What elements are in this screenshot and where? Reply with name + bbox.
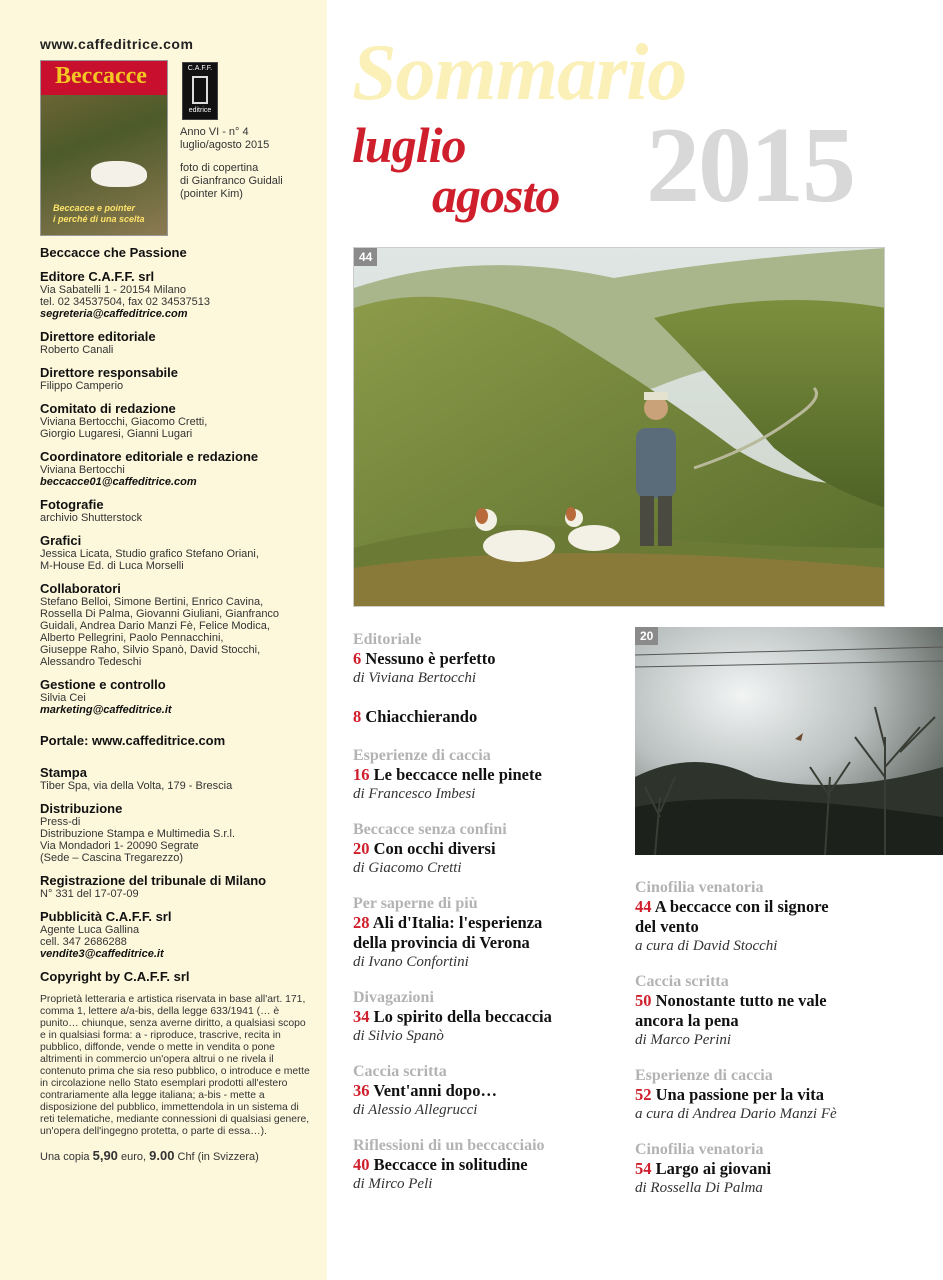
masthead-heading: Direttore editoriale	[40, 329, 156, 344]
toc-entry[interactable]	[635, 1067, 935, 1123]
month-agosto: agosto	[432, 167, 560, 223]
toc-section: Riflessioni di un beccacciaio	[353, 1137, 545, 1154]
masthead-heading: Collaboratori	[40, 581, 121, 596]
toc-title-text: Ali d'Italia: l'esperienza	[372, 913, 543, 932]
masthead-line: Alessandro Tedeschi	[40, 656, 142, 668]
toc-section: Esperienze di caccia	[353, 747, 491, 764]
toc-section: Cinofilia venatoria	[635, 879, 764, 896]
toc-author: di Marco Perini	[635, 1032, 732, 1048]
masthead-heading: Grafici	[40, 533, 82, 548]
masthead-line: Roberto Canali	[40, 344, 114, 356]
toc-title-text: Chiacchierando	[365, 707, 478, 726]
toc-page-number: 52	[635, 1085, 652, 1104]
masthead-block	[40, 534, 313, 572]
toc-page-number: 34	[353, 1007, 370, 1026]
toc-author: di Ivano Confortini	[353, 954, 469, 970]
photo-page-tag-20: 20	[635, 627, 658, 645]
toc-entry[interactable]	[353, 989, 623, 1045]
issue-number: Anno VI - n° 4	[180, 126, 249, 138]
masthead-block	[40, 330, 313, 356]
price-eur: 5,90	[92, 1148, 118, 1163]
misty-forest-photo	[635, 627, 943, 855]
caff-logo-mark	[192, 76, 208, 104]
masthead-line: Via Sabatelli 1 - 20154 Milano	[40, 284, 186, 296]
sommario-title: Sommario	[352, 29, 687, 117]
toc-page-number: 36	[353, 1081, 370, 1100]
toc-right-column	[635, 879, 935, 1197]
masthead-block	[40, 802, 313, 864]
masthead-block	[40, 366, 313, 392]
masthead-line: Distribuzione Stampa e Multimedia S.r.l.	[40, 828, 236, 840]
masthead-heading: Fotografie	[40, 497, 104, 512]
masthead-line: Via Mondadori 1- 20090 Segrate	[40, 840, 199, 852]
toc-title-text: Una passione per la vita	[655, 1085, 825, 1104]
masthead-heading: Coordinatore editoriale e redazione	[40, 449, 259, 464]
masthead-block	[40, 874, 313, 900]
photo-page-tag-44: 44	[354, 248, 377, 266]
toc-title-text: Nonostante tutto ne vale	[655, 991, 827, 1010]
price-mid: euro,	[120, 1151, 147, 1163]
masthead-block	[40, 970, 313, 984]
toc-section: Beccacce senza confini	[353, 821, 507, 838]
issue-date: luglio/agosto 2015	[180, 139, 270, 151]
masthead-line: Viviana Bertocchi	[40, 464, 125, 476]
toc-entry[interactable]	[353, 895, 623, 971]
toc-page-number: 8	[353, 707, 362, 726]
toc-entry[interactable]	[353, 707, 623, 727]
toc-page-number: 20	[353, 839, 370, 858]
toc-author: di Francesco Imbesi	[353, 786, 476, 802]
masthead-line: M-House Ed. di Luca Morselli	[40, 560, 184, 572]
toc-title-line2: ancora la pena	[635, 1011, 739, 1030]
toc-title	[353, 913, 623, 933]
toc-page-number: 44	[635, 897, 652, 916]
toc-section: Caccia scritta	[353, 1063, 447, 1080]
copyright-text: Proprietà letteraria e artistica riservata in base all'art. 171, comma 1, lettere a/a-bis, della legge 633/1941 (… è punito… chiunque, senza averne diritto, a qualsiasi scopo e in qualsiasi forma: a - riproduce, trascrive, recita in pubblico, diffonde, vende o mette in vendita o pone altrimenti in commercio un'opera altrui o ne rivela il contenuto prima che sia reso pubblico, o introduce e mette in circolazione nello Stato esemplari prodotti all'estero contrariamente alla legge italiana; a-bis - mette a disposizione del pubblico, immettendola in un sistema di reti telematiche, mediante connessioni di qualsiasi genere, un'opera dell'ingegno protetta, o parte di essa…).	[40, 994, 310, 1137]
toc-section: Editoriale	[353, 631, 422, 648]
toc-page-number: 50	[635, 991, 652, 1010]
masthead-block	[40, 402, 313, 440]
price-line	[40, 1148, 313, 1163]
toc-entry[interactable]	[635, 1141, 935, 1197]
masthead-email[interactable]: beccacce01@caffeditrice.com	[40, 476, 197, 488]
cover-subtitle-line1: Beccacce e pointer	[53, 203, 136, 213]
masthead-heading: Distribuzione	[40, 801, 123, 816]
toc-left-column	[353, 631, 623, 1193]
toc-entry[interactable]	[353, 821, 623, 877]
magazine-cover-image	[40, 60, 168, 236]
masthead-line: N° 331 del 17-07-09	[40, 888, 139, 900]
website-url[interactable]: www.caffeditrice.com	[40, 36, 194, 52]
toc-entry[interactable]	[353, 631, 623, 687]
toc-page-number: 28	[353, 913, 370, 932]
toc-title-text: A beccacce con il signore	[654, 897, 829, 916]
masthead-line: cell. 347 2686288	[40, 936, 127, 948]
masthead-heading: Copyright by C.A.F.F. srl	[40, 969, 190, 984]
masthead-heading: Editore C.A.F.F. srl	[40, 269, 155, 284]
masthead-heading: Stampa	[40, 765, 87, 780]
toc-entry[interactable]	[635, 973, 935, 1049]
forest-photo-svg	[635, 627, 943, 855]
caff-logo-bottom: editrice	[188, 107, 212, 114]
toc-title-text: Le beccacce nelle pinete	[373, 765, 542, 784]
toc-entry[interactable]	[353, 1063, 623, 1119]
masthead-line: Giuseppe Raho, Silvio Spanò, David Stocchi,	[40, 644, 261, 656]
price-post: Chf (in Svizzera)	[177, 1151, 259, 1163]
toc-author: di Giacomo Cretti	[353, 860, 462, 876]
price-chf: 9.00	[149, 1148, 175, 1163]
hunter-photo-svg	[354, 248, 885, 607]
masthead-heading: Gestione e controllo	[40, 677, 166, 692]
masthead-line: Rossella Di Palma, Giovanni Giuliani, Gianfranco	[40, 608, 280, 620]
toc-author: di Mirco Peli	[353, 1176, 433, 1192]
cover-credit-3: (pointer Kim)	[180, 188, 243, 200]
toc-title-text: Vent'anni dopo…	[373, 1081, 497, 1100]
month-luglio: luglio	[352, 117, 466, 173]
masthead-line: Silvia Cei	[40, 692, 86, 704]
masthead-line: Filippo Camperio	[40, 380, 124, 392]
cover-title: Beccacce	[55, 63, 147, 89]
caff-logo-top: C.A.F.F.	[187, 65, 213, 72]
cover-subtitle	[53, 203, 145, 225]
masthead-block	[40, 246, 313, 260]
masthead-line: Agente Luca Gallina	[40, 924, 140, 936]
toc-entry[interactable]	[353, 747, 623, 803]
masthead-heading: Portale: www.caffeditrice.com	[40, 733, 226, 748]
toc-author: a cura di Andrea Dario Manzi Fè	[635, 1106, 837, 1122]
toc-page-number: 54	[635, 1159, 652, 1178]
masthead-sidebar	[0, 0, 327, 1280]
price-pre: Una copia	[40, 1151, 90, 1163]
toc-title	[353, 707, 623, 727]
masthead-email[interactable]: marketing@caffeditrice.it	[40, 704, 172, 716]
masthead-heading: Comitato di redazione	[40, 401, 176, 416]
masthead-block	[40, 678, 313, 716]
toc-title-text: Beccacce in solitudine	[373, 1155, 528, 1174]
masthead-block	[40, 498, 313, 524]
issue-info	[180, 126, 283, 201]
toc-title	[635, 897, 935, 917]
masthead-line: Alberto Pellegrini, Paolo Pennacchini,	[40, 632, 224, 644]
toc-title	[353, 1081, 623, 1101]
cover-area	[40, 60, 313, 246]
toc-title-text: Nessuno è perfetto	[365, 649, 496, 668]
masthead-block	[40, 270, 313, 320]
toc-author: di Viviana Bertocchi	[353, 670, 477, 686]
toc-page-number: 16	[353, 765, 370, 784]
masthead-heading: Pubblicità C.A.F.F. srl	[40, 909, 172, 924]
caff-logo	[182, 62, 218, 120]
cover-credit-2: di Gianfranco Guidali	[180, 175, 283, 187]
masthead-line: tel. 02 34537504, fax 02 34537513	[40, 296, 211, 308]
toc-author: di Rossella Di Palma	[635, 1180, 763, 1196]
masthead-line: Stefano Belloi, Simone Bertini, Enrico Cavina,	[40, 596, 264, 608]
toc-author: di Silvio Spanò	[353, 1028, 444, 1044]
toc-author: a cura di David Stocchi	[635, 938, 778, 954]
masthead-line: Giorgio Lugaresi, Gianni Lugari	[40, 428, 193, 440]
toc-section: Divagazioni	[353, 989, 434, 1006]
masthead-heading: Beccacce che Passione	[40, 245, 187, 260]
toc-section: Cinofilia venatoria	[635, 1141, 764, 1158]
toc-title-text: Largo ai giovani	[655, 1159, 772, 1178]
toc-title	[635, 991, 935, 1011]
toc-title	[353, 1007, 623, 1027]
masthead-block	[40, 582, 313, 668]
cover-dog-shape	[91, 161, 147, 187]
masthead-block	[40, 450, 313, 488]
masthead-line: Press-di	[40, 816, 81, 828]
cover-subtitle-line2: i perché di una scelta	[53, 214, 145, 224]
toc-title-line2: del vento	[635, 917, 699, 936]
toc-section: Per saperne di più	[353, 895, 478, 912]
masthead-email[interactable]: segreteria@caffeditrice.com	[40, 308, 188, 320]
masthead-heading: Registrazione del tribunale di Milano	[40, 873, 267, 888]
masthead-line: archivio Shutterstock	[40, 512, 143, 524]
toc-entry[interactable]	[635, 879, 935, 955]
toc-title	[635, 1159, 935, 1179]
toc-section: Esperienze di caccia	[635, 1067, 773, 1084]
masthead-line: Jessica Licata, Studio grafico Stefano Oriani,	[40, 548, 259, 560]
toc-page-number: 40	[353, 1155, 370, 1174]
toc-title	[353, 649, 623, 669]
masthead-line: Tiber Spa, via della Volta, 179 - Brescia	[40, 780, 233, 792]
masthead-block	[40, 766, 313, 792]
toc-section: Caccia scritta	[635, 973, 729, 990]
toc-title-text: Con occhi diversi	[373, 839, 496, 858]
masthead-block	[40, 910, 313, 960]
toc-title-text: Lo spirito della beccaccia	[373, 1007, 552, 1026]
toc-title	[353, 765, 623, 785]
toc-title-line2: della provincia di Verona	[353, 933, 530, 952]
masthead-line: Viviana Bertocchi, Giacomo Cretti,	[40, 416, 208, 428]
masthead-blocks	[40, 246, 313, 984]
masthead-line: (Sede – Cascina Tregarezzo)	[40, 852, 184, 864]
toc-page-number: 6	[353, 649, 362, 668]
toc-title	[635, 1085, 935, 1105]
masthead-line: Guidali, Andrea Dario Manzi Fè, Felice Modica,	[40, 620, 270, 632]
toc-author: di Alessio Allegrucci	[353, 1102, 478, 1118]
cover-credit-1: foto di copertina	[180, 162, 259, 174]
masthead-heading: Direttore responsabile	[40, 365, 178, 380]
hunter-with-dogs-photo	[353, 247, 885, 607]
toc-title	[353, 1155, 623, 1175]
toc-entry[interactable]	[353, 1137, 623, 1193]
masthead-block	[40, 734, 313, 748]
year-title: 2015	[646, 106, 854, 225]
toc-title	[353, 839, 623, 859]
masthead-email[interactable]: vendite3@caffeditrice.it	[40, 948, 164, 960]
